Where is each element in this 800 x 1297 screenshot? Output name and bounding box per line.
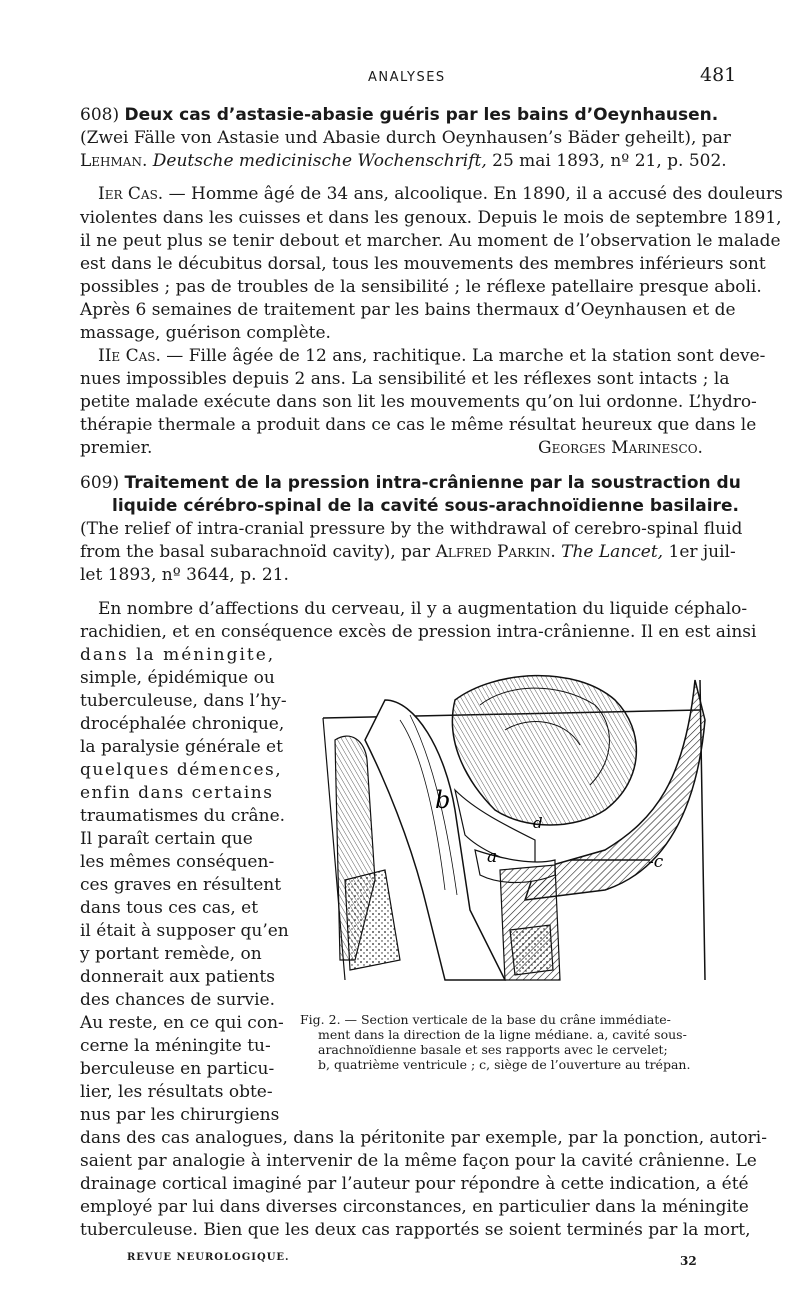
article1-journal: Deutsche medicinische Wochenschrift,: [152, 151, 487, 171]
article2-ref-line1: (The relief of intra-cranial pressure by the withdrawal of cerebro-spinal fluid: [80, 519, 743, 539]
atlas-bone: [345, 870, 400, 970]
figure-caption-line: b, quatrième ventricule ; c, siège de l’ouverture au trépan.: [318, 1057, 691, 1072]
case2-label: IIe Cas.: [98, 346, 161, 366]
article2-author: Alfred Parkin.: [435, 542, 556, 562]
figure-caption-line: ment dans la direction de la ligne médiane. a, cavité sous-: [318, 1027, 687, 1042]
page-number: 481: [700, 64, 737, 86]
article2-ref-line3: let 1893, nº 3644, p. 21.: [80, 565, 289, 585]
paragraph-line: est dans le décubitus dorsal, tous les mouvements des membres inférieurs sont: [80, 254, 766, 274]
article1-author: Lehman.: [80, 151, 148, 171]
paragraph-line: lier, les résultats obte-: [80, 1082, 273, 1102]
article2-number: 609): [80, 473, 120, 493]
article2-title-line2: liquide cérébro-spinal de la cavité sous-arachnoïdienne basilaire.: [112, 496, 739, 516]
article1-ref-line1: (Zwei Fälle von Astasie und Abasie durch Oeynhausen’s Bäder geheilt), par: [80, 128, 731, 148]
case1-line: [98, 183, 783, 205]
paragraph-line: drainage cortical imaginé par l’auteur pour répondre à cette indication, a été: [80, 1174, 749, 1194]
paragraph-line: massage, guérison complète.: [80, 323, 331, 343]
paragraph-line: quelques démences,: [80, 760, 283, 780]
paragraph-line: — Fille âgée de 12 ans, rachitique. La marche et la station sont deve-: [160, 346, 766, 366]
article1-signature: Georges Marinesco.: [538, 438, 703, 458]
paragraph-line: enfin dans certains: [80, 783, 274, 803]
paragraph-line: rachidien, et en conséquence excès de pression intra-crânienne. Il en est ainsi: [80, 622, 757, 642]
case2-line: [98, 345, 765, 367]
paragraph-line: dans tous ces cas, et: [80, 898, 259, 918]
paragraph-line: tuberculeuse. Bien que les deux cas rapportés se soient terminés par la mort,: [80, 1220, 751, 1240]
article2-ref-date: 1er juil-: [663, 542, 736, 562]
figure-caption-line: arachnoïdienne basale et ses rapports avec le cervelet;: [318, 1042, 668, 1057]
paragraph-line: Après 6 semaines de traitement par les bains thermaux d’Oeynhausen et de: [80, 300, 736, 320]
paragraph-line: petite malade exécute dans son lit les mouvements qu’on lui ordonne. L’hydro-: [80, 392, 757, 412]
paragraph-line: il ne peut plus se tenir debout et marcher. Au moment de l’observation le malade: [80, 231, 781, 251]
article2-ref-text: from the basal subarachnoïd cavity), par: [80, 542, 436, 562]
paragraph-line: les mêmes conséquen-: [80, 852, 275, 872]
footer-journal: REVUE NEUROLOGIQUE.: [127, 1252, 290, 1263]
article1-heading: [80, 104, 718, 126]
paragraph-line: nus par les chirurgiens: [80, 1105, 280, 1125]
paragraph-line: y portant remède, on: [80, 944, 262, 964]
article2-journal: The Lancet,: [561, 542, 664, 562]
paragraph-line: il était à supposer qu’en: [80, 921, 289, 941]
article1-ref-rest: 25 mai 1893, nº 21, p. 502.: [486, 151, 727, 171]
paragraph-line: violentes dans les cuisses et dans les genoux. Depuis le mois de septembre 1891,: [80, 208, 782, 228]
article1-number: 608): [80, 105, 120, 125]
figure-label-c: -c: [648, 852, 664, 872]
paragraph-line: donnerait aux patients: [80, 967, 275, 987]
paragraph-line: dans la méningite,: [80, 645, 276, 665]
paragraph-line: thérapie thermale a produit dans ce cas le même résultat heureux que dans le: [80, 415, 757, 435]
paragraph-line: simple, épidémique ou: [80, 668, 275, 688]
article2-ref-line2: [80, 541, 736, 563]
figure-label-d: d: [533, 814, 543, 832]
article1-title: Deux cas d’astasie-abasie guéris par les bains d’Oeynhausen.: [124, 105, 719, 125]
paragraph-line: drocéphalée chronique,: [80, 714, 285, 734]
paragraph-line: premier.: [80, 438, 153, 458]
paragraph-line: En nombre d’affections du cerveau, il y a augmentation du liquide céphalo-: [98, 599, 748, 619]
paragraph-line: traumatismes du crâne.: [80, 806, 286, 826]
paragraph-line: Il paraît certain que: [80, 829, 253, 849]
paragraph-line: dans des cas analogues, dans la péritonite par exemple, par la ponction, autori-: [80, 1128, 767, 1148]
paragraph-line: des chances de survie.: [80, 990, 275, 1010]
figure-label-b: b: [435, 786, 451, 814]
article2-title-line1: Traitement de la pression intra-crânienne par la soustraction du: [124, 473, 741, 493]
paragraph-line: berculeuse en particu-: [80, 1059, 275, 1079]
figure-caption-line: Fig. 2. — Section verticale de la base du crâne immédiate-: [300, 1012, 671, 1027]
figure-label-a: a: [487, 847, 498, 867]
article1-ref-line2: [80, 150, 727, 172]
paragraph-line: cerne la méningite tu-: [80, 1036, 271, 1056]
case1-label: Ier Cas.: [98, 184, 164, 204]
paragraph-line: nues impossibles depuis 2 ans. La sensibilité et les réflexes sont intacts ; la: [80, 369, 730, 389]
paragraph-line: — Homme âgé de 34 ans, alcoolique. En 1890, il a accusé des douleurs: [163, 184, 783, 204]
paragraph-line: Au reste, en ce qui con-: [80, 1013, 284, 1033]
paragraph-line: tuberculeuse, dans l’hy-: [80, 691, 287, 711]
paragraph-line: la paralysie générale et: [80, 737, 283, 757]
paragraph-line: saient par analogie à intervenir de la même façon pour la cavité crânienne. Le: [80, 1151, 757, 1171]
anatomical-section-figure: [305, 660, 730, 990]
running-title: ANALYSES: [368, 70, 446, 85]
paragraph-line: ces graves en résultent: [80, 875, 282, 895]
paragraph-line: possibles ; pas de troubles de la sensibilité ; le réflexe patellaire presque aboli.: [80, 277, 762, 297]
paragraph-line: employé par lui dans diverses circonstances, en particulier dans la méningite: [80, 1197, 749, 1217]
footer-signature-mark: 32: [680, 1254, 697, 1268]
article2-heading: [80, 472, 741, 494]
vertebral-body: [510, 925, 553, 975]
